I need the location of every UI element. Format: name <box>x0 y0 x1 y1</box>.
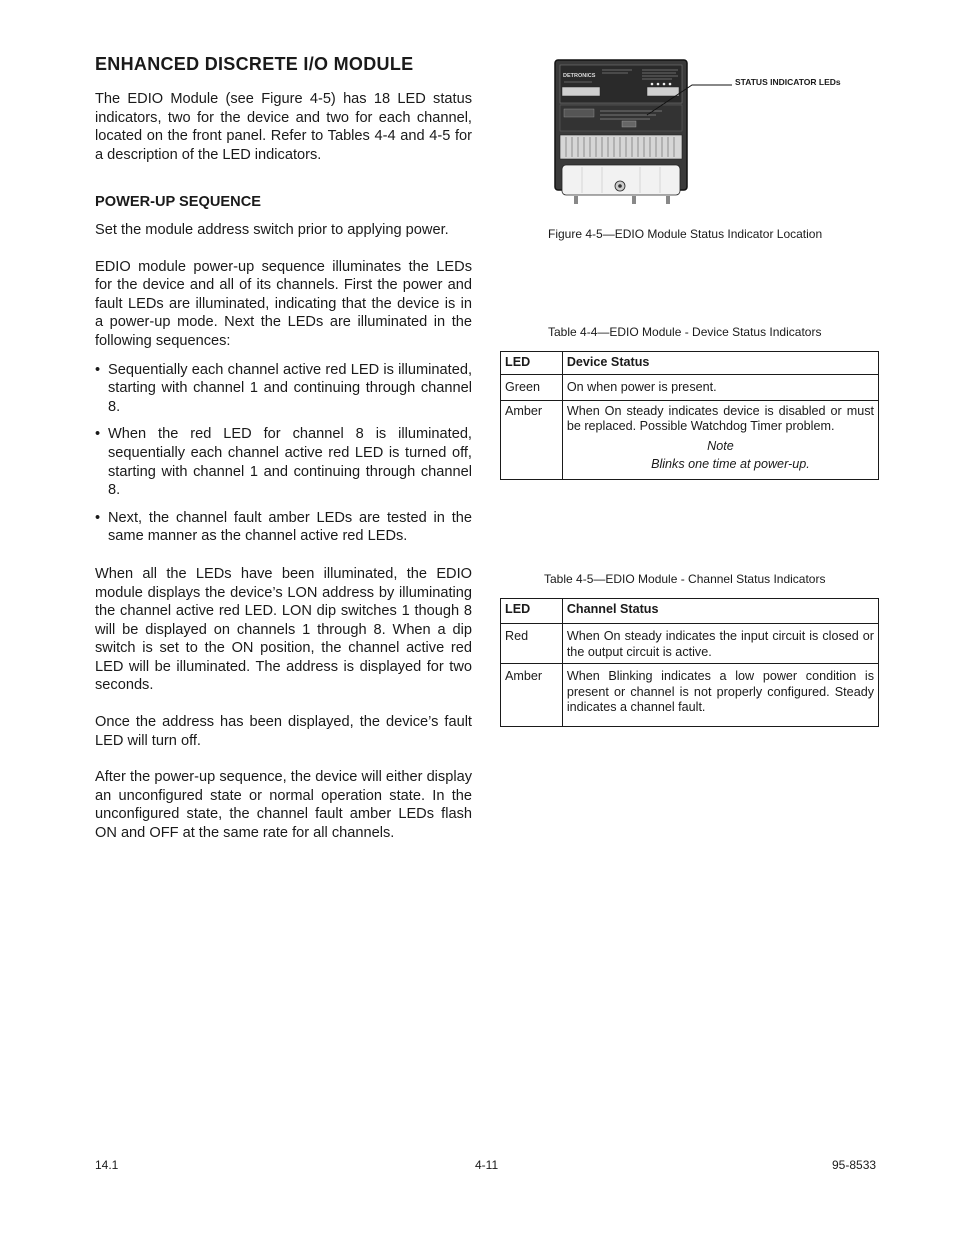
status-indicator-label: STATUS INDICATOR LEDs <box>735 77 841 87</box>
led-cell: Red <box>501 624 563 664</box>
bullet-item <box>95 509 472 546</box>
table-header-row <box>501 599 879 624</box>
footer-revision: 14.1 <box>95 1158 119 1172</box>
status-text: When On steady indicates device is disabled or must be replaced. Possible Watchdog Timer problem. <box>566 403 874 434</box>
power-up-body <box>95 221 472 843</box>
status-cell: When On steady indicates the input circuit is closed or the output circuit is active. <box>562 624 878 664</box>
bullet-item <box>95 361 472 417</box>
device-status-table <box>500 351 879 480</box>
figure-caption: Figure 4-5—EDIO Module Status Indicator Location <box>548 227 823 241</box>
table-row <box>501 664 879 727</box>
header-led: LED <box>501 352 563 375</box>
page-heading: ENHANCED DISCRETE I/O MODULE <box>95 54 414 74</box>
table-4-4-caption: Table 4-4—EDIO Module - Device Status Indicators <box>548 325 822 339</box>
status-cell: When Blinking indicates a low power condition is present or channel is not properly configured. Steady indicates a channel fault. <box>562 664 878 727</box>
led-cell: Amber <box>501 400 563 480</box>
bullet-dot: • <box>95 426 101 443</box>
status-cell <box>562 400 878 480</box>
footer-document-number: 95-8533 <box>832 1158 877 1172</box>
power-up-p5: After the power-up sequence, the device will either display an unconfigured state or normal operation state. In the unconfigured state, the channel fault amber LEDs flash ON and OFF at the same rate for all channels. <box>95 769 472 842</box>
bullet-dot: • <box>95 509 101 526</box>
power-up-p1: Set the module address switch prior to applying power. <box>95 222 449 238</box>
table-row <box>501 624 879 664</box>
intro-text: The EDIO Module (see Figure 4-5) has 18 LED status indicators, two for the device and two for each channel, located on the front panel. Refer to Tables 4-4 and 4-5 for a description of the LED indicators. <box>95 91 472 163</box>
table-row <box>501 400 879 480</box>
header-led: LED <box>501 599 563 624</box>
note-title: Note <box>707 438 734 453</box>
channel-status-table <box>500 598 879 727</box>
bullet-dot: • <box>95 361 101 378</box>
bullet-text: Sequentially each channel active red LED is illuminated, starting with channel 1 and continuing through channel 8. <box>108 361 472 415</box>
edio-module-photo <box>552 57 732 217</box>
bullet-text: Next, the channel fault amber LEDs are tested in the same manner as the channel active red LEDs. <box>108 509 472 545</box>
power-up-heading: POWER-UP SEQUENCE <box>95 194 261 210</box>
note-body: Blinks one time at power-up. <box>651 457 810 472</box>
power-up-p4: Once the address has been displayed, the device’s fault LED will turn off. <box>95 714 472 749</box>
intro-paragraph <box>95 90 472 164</box>
footer-page-number: 4-11 <box>475 1158 499 1172</box>
header-device-status: Device Status <box>562 352 878 375</box>
table-4-5-caption: Table 4-5—EDIO Module - Channel Status Indicators <box>544 572 826 586</box>
header-channel-status: Channel Status <box>562 599 878 624</box>
status-cell: On when power is present. <box>562 375 878 400</box>
bullet-item <box>95 425 472 499</box>
brand-text: DETRONICS <box>563 73 596 79</box>
power-up-p2: EDIO module power-up sequence illuminates the LEDs for the device and all of its channels. First the power and fault LEDs are illuminated, indicating that the device is in a power-up mode. Next the LEDs are illuminated in the following sequences: <box>95 258 472 349</box>
power-up-bullet-list <box>95 361 472 546</box>
table-row <box>501 375 879 400</box>
table-header-row <box>501 352 879 375</box>
bullet-text: When the red LED for channel 8 is illuminated, sequentially each channel active red LED is turned off, starting with channel 1 and continuing through channel 8. <box>108 426 472 499</box>
led-cell: Amber <box>501 664 563 727</box>
led-cell: Green <box>501 375 563 400</box>
power-up-p3: When all the LEDs have been illuminated, the EDIO module displays the device’s LON address by illuminating the channel active red LED. LON dip switches 1 though 8 will be displayed on channels 1 through 8. When a dip switch is set to the ON position, the channel active red LED will be illuminated. The address is displayed for two seconds. <box>95 565 472 694</box>
